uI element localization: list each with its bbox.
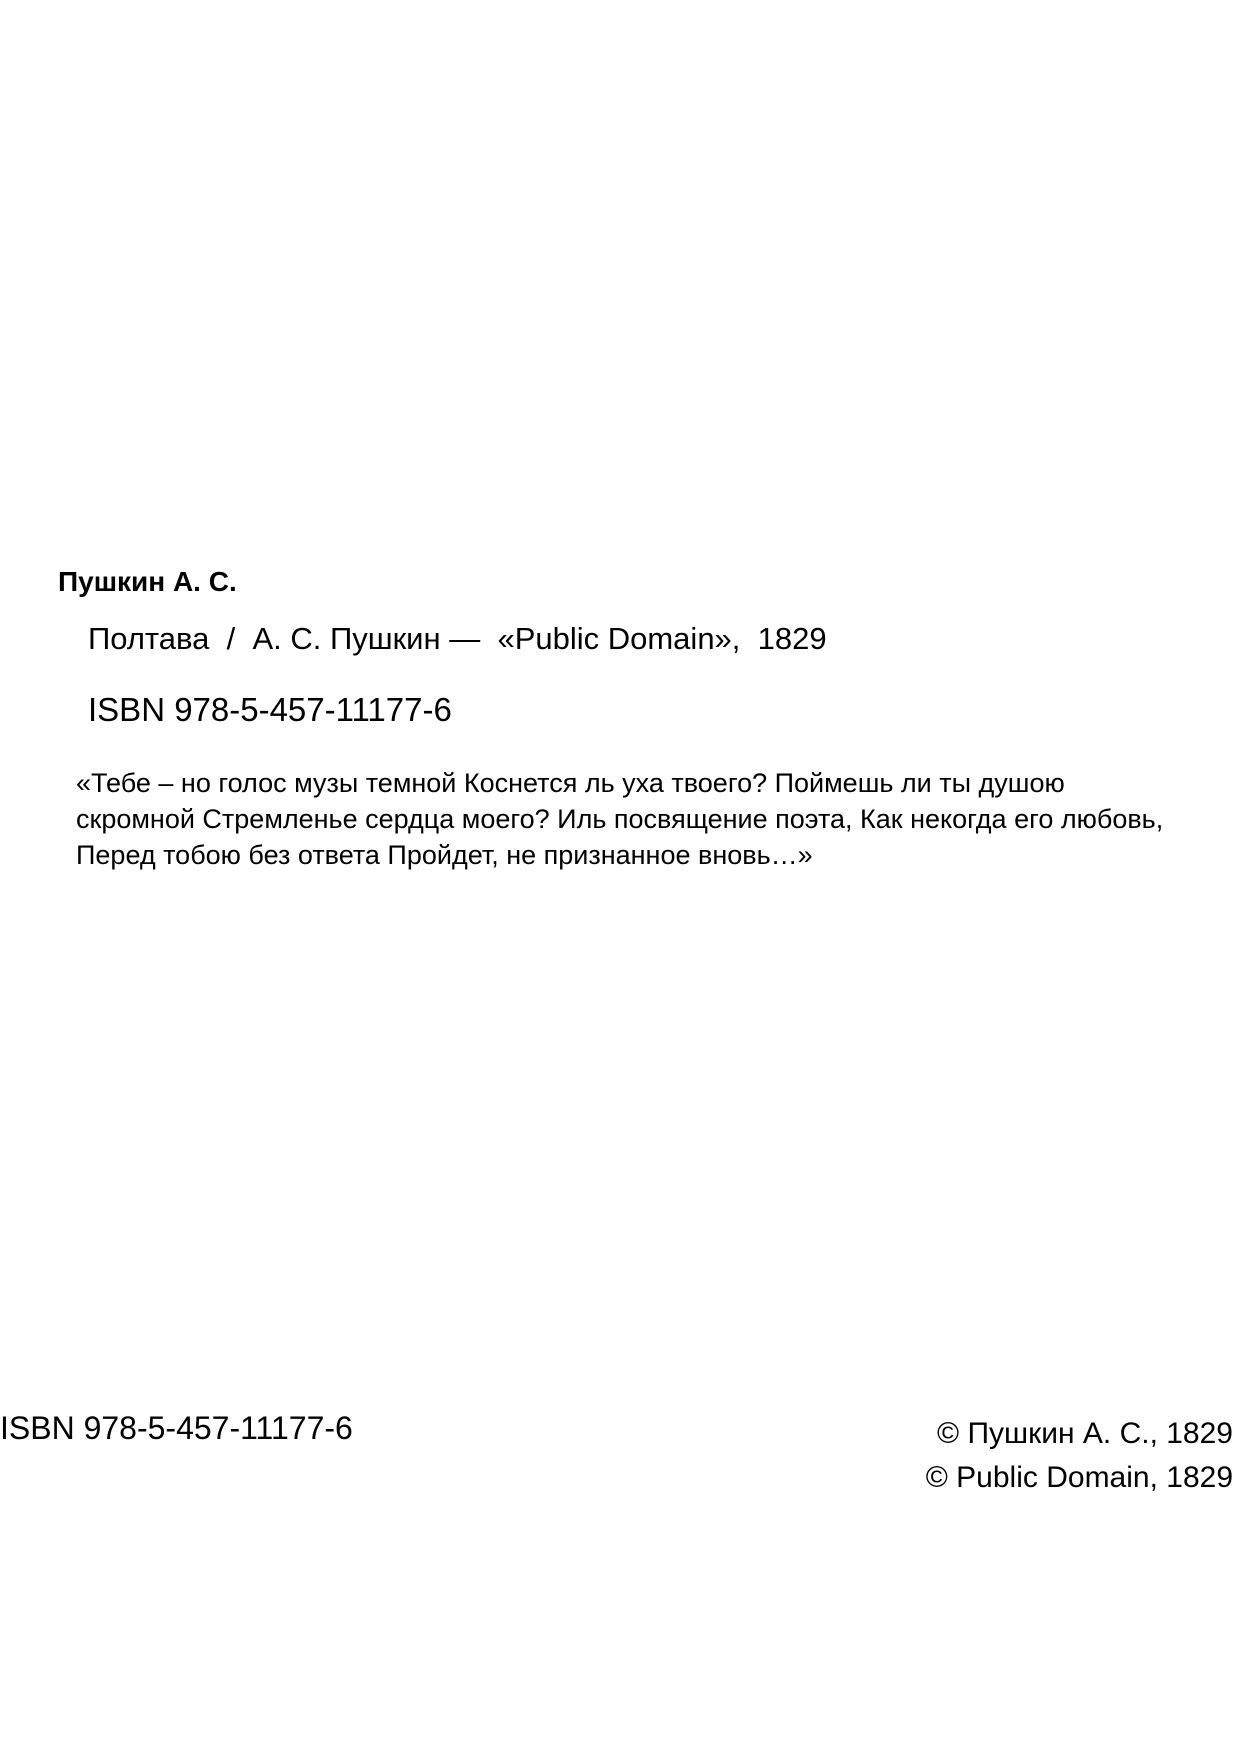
author-heading: Пушкин А. С. (58, 566, 237, 597)
isbn-top: ISBN 978-5-457-11177-6 (88, 691, 452, 728)
isbn-bottom: ISBN 978-5-457-11177-6 (0, 1410, 353, 1446)
bibliographic-line: Полтава / А. С. Пушкин — «Public Domain», 1829 (88, 621, 827, 656)
copyright-public-domain: © Public Domain, 1829 (925, 1461, 1233, 1494)
annotation-text: «Тебе – но голос музы темной Коснется ль уха твоего? Поймешь ли ты душою скромной Стремленье сердца моего? Иль посвящение поэта, Как некогда его любовь, Перед тобою без ответа Пройдет, не признанное вновь…» (76, 768, 1164, 870)
copyright-author: © Пушкин А. С., 1829 (937, 1417, 1233, 1450)
copyright-block (926, 1412, 1233, 1500)
